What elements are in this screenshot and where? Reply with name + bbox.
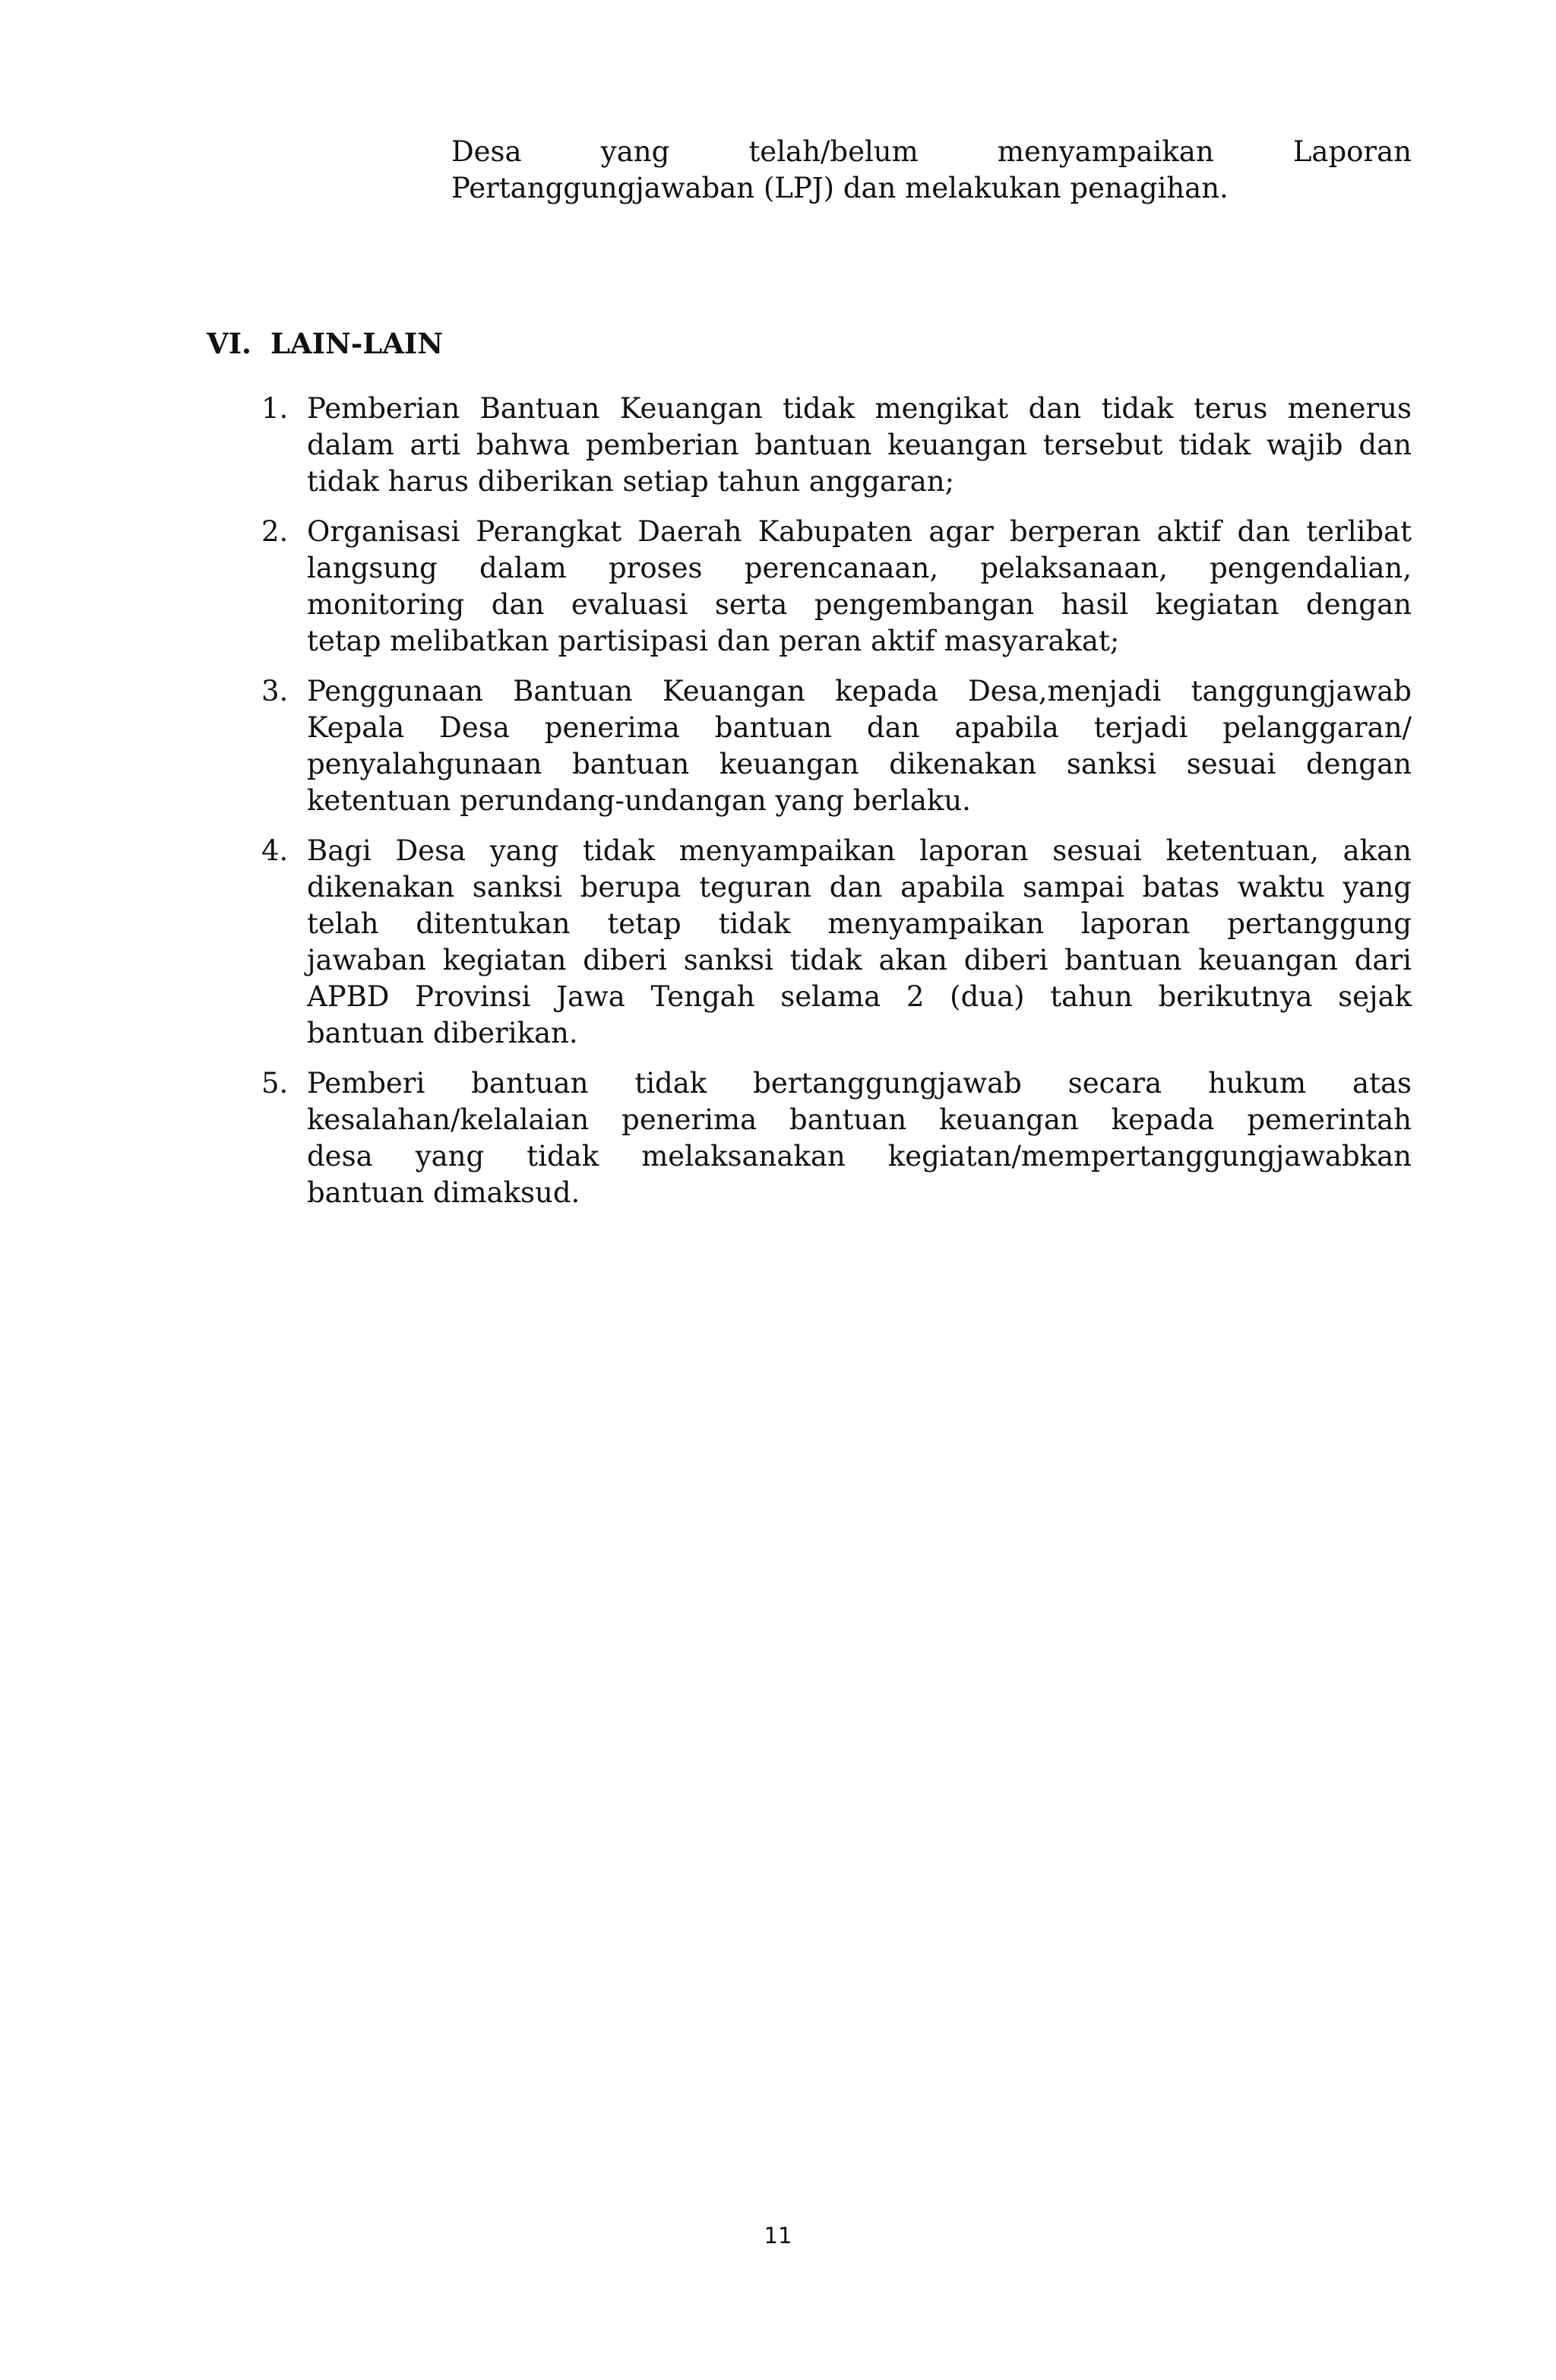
list-item-number: 3. <box>261 675 289 707</box>
list-item-line: tidak harus diberikan setiap tahun anggaran; <box>307 465 955 498</box>
list-item-line: penyalahgunaan bantuan keuangan dikenakan sanksi sesuai dengan <box>307 748 1412 780</box>
list-item <box>261 514 1412 660</box>
list-item-line: APBD Provinsi Jawa Tengah selama 2 (dua) tahun berikutnya sejak <box>307 980 1412 1013</box>
list-item-line: dalam arti bahwa pemberian bantuan keuangan tersebut tidak wajib dan <box>307 429 1412 461</box>
list-item <box>261 391 1412 500</box>
section-heading <box>207 325 443 362</box>
list-item-line: Pemberi bantuan tidak bertanggungjawab secara hukum atas <box>307 1067 1412 1100</box>
list-item-line: telah ditentukan tetap tidak menyampaikan laporan pertanggung <box>307 907 1412 940</box>
list-item-number: 4. <box>261 834 289 867</box>
list-item-line: desa yang tidak melaksanakan kegiatan/mempertanggungjawabkan <box>307 1140 1412 1173</box>
continuation-paragraph <box>451 134 1412 207</box>
list-item-line: tetap melibatkan partisipasi dan peran aktif masyarakat; <box>307 625 1120 657</box>
paragraph-line: Desa yang telah/belum menyampaikan Laporan <box>451 135 1412 168</box>
list-item-line: Kepala Desa penerima bantuan dan apabila terjadi pelanggaran/ <box>307 711 1412 744</box>
list-item-line: kesalahan/kelalaian penerima bantuan keuangan kepada pemerintah <box>307 1103 1412 1136</box>
list-item <box>261 833 1412 1052</box>
list-item-line: ketentuan perundang-undangan yang berlaku. <box>307 784 971 817</box>
list-item-line: jawaban kegiatan diberi sanksi tidak akan diberi bantuan keuangan dari <box>307 944 1412 976</box>
list-item-number: 2. <box>261 515 289 548</box>
list-item <box>261 1065 1412 1211</box>
page-number: 11 <box>764 2223 792 2249</box>
list-item-line: Pemberian Bantuan Keuangan tidak mengikat dan tidak terus menerus <box>307 392 1412 425</box>
list-item-line: bantuan diberikan. <box>307 1017 578 1049</box>
list-item <box>261 673 1412 819</box>
paragraph-line: Pertanggungjawaban (LPJ) dan melakukan penagihan. <box>451 172 1229 204</box>
list-item-line: langsung dalam proses perencanaan, pelaksanaan, pengendalian, <box>307 552 1412 584</box>
list-item-line: Penggunaan Bantuan Keuangan kepada Desa,menjadi tanggungjawab <box>307 675 1412 707</box>
section-number: VI. <box>207 327 251 360</box>
list-item-line: Organisasi Perangkat Daerah Kabupaten agar berperan aktif dan terlibat <box>307 515 1412 548</box>
list-item-line: bantuan dimaksud. <box>307 1176 580 1209</box>
list-item-line: Bagi Desa yang tidak menyampaikan laporan sesuai ketentuan, akan <box>307 834 1412 867</box>
provisions-list <box>261 391 1412 1225</box>
list-item-line: dikenakan sanksi berupa teguran dan apabila sampai batas waktu yang <box>307 871 1412 904</box>
section-title: LAIN-LAIN <box>270 327 444 360</box>
list-item-number: 5. <box>261 1067 289 1100</box>
list-item-number: 1. <box>261 392 289 425</box>
list-item-line: monitoring dan evaluasi serta pengembangan hasil kegiatan dengan <box>307 588 1412 621</box>
